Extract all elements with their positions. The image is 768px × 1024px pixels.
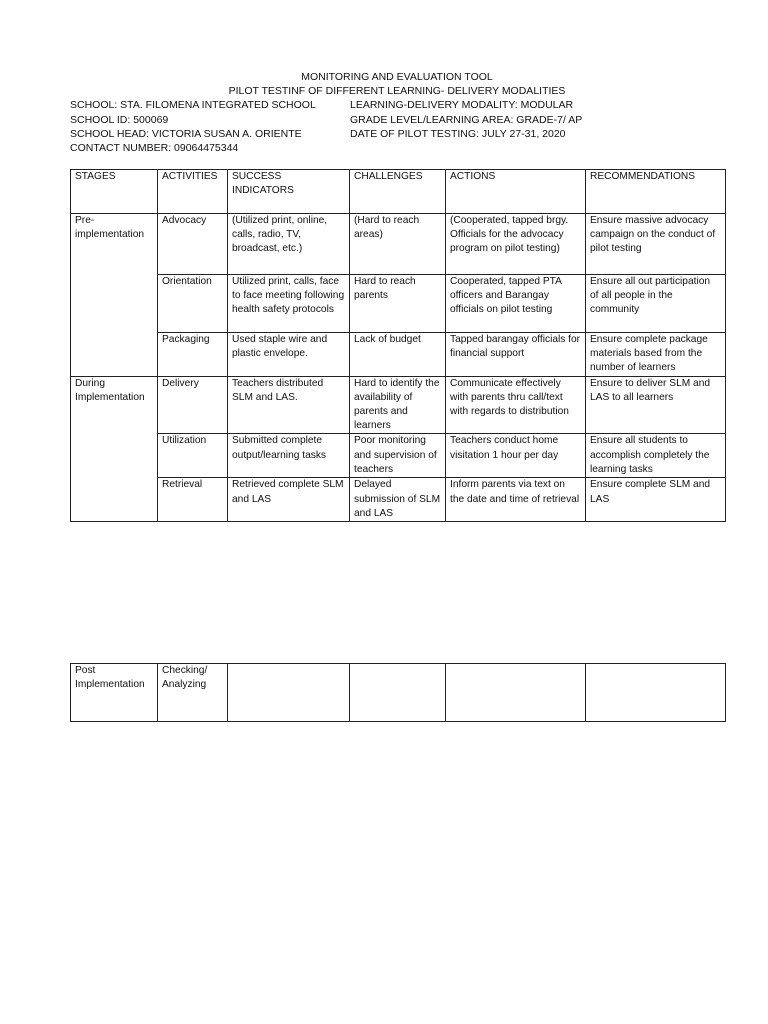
action-cell — [446, 664, 586, 722]
indicator-cell: Teachers distributed SLM and LAS. — [228, 376, 350, 434]
challenge-cell — [350, 664, 446, 722]
activity-cell: Checking/ Analyzing — [158, 664, 228, 722]
indicator-cell: Used staple wire and plastic envelope. — [228, 333, 350, 377]
recommendation-cell: Ensure massive advocacy campaign on the conduct of pilot testing — [586, 214, 726, 275]
stage-cell: Pre-implementation — [71, 214, 158, 377]
document-header — [70, 70, 724, 155]
table-row — [71, 664, 726, 722]
challenge-cell: Lack of budget — [350, 333, 446, 377]
pilot-date: DATE OF PILOT TESTING: JULY 27-31, 2020 — [350, 127, 566, 140]
recommendation-cell: Ensure all out participation of all people in the community — [586, 275, 726, 333]
stage-cell: During Implementation — [71, 376, 158, 521]
column-header-success-indicators: SUCCESS INDICATORS — [228, 170, 350, 214]
indicator-cell: (Utilized print, online, calls, radio, TV, broadcast, etc.) — [228, 214, 350, 275]
table-row — [71, 333, 726, 377]
action-cell: Cooperated, tapped PTA officers and Barangay officials on pilot testing — [446, 275, 586, 333]
table-header-row — [71, 170, 726, 214]
table-row — [71, 434, 726, 478]
recommendation-cell — [586, 664, 726, 722]
recommendation-cell: Ensure complete SLM and LAS — [586, 478, 726, 522]
column-header-recommendations: RECOMMENDATIONS — [586, 170, 726, 214]
info-row — [70, 98, 724, 112]
info-row — [70, 113, 724, 127]
activity-cell: Advocacy — [158, 214, 228, 275]
info-row — [70, 141, 724, 155]
column-header-actions: ACTIONS — [446, 170, 586, 214]
document-subtitle: PILOT TESTINF OF DIFFERENT LEARNING- DELIVERY MODALITIES — [228, 85, 566, 98]
activity-cell: Delivery — [158, 376, 228, 434]
challenge-cell: Delayed submission of SLM and LAS — [350, 478, 446, 522]
recommendation-cell: Ensure all students to accomplish completely the learning tasks — [586, 434, 726, 478]
school-head: SCHOOL HEAD: VICTORIA SUSAN A. ORIENTE — [70, 127, 302, 140]
column-header-activities: ACTIVITIES — [158, 170, 228, 214]
contact-number: CONTACT NUMBER: 09064475344 — [70, 142, 239, 155]
stage-cell: Post Implementation — [71, 664, 158, 722]
indicator-cell — [228, 664, 350, 722]
indicator-cell: Submitted complete output/learning tasks — [228, 434, 350, 478]
school-name: SCHOOL: STA. FILOMENA INTEGRATED SCHOOL — [70, 99, 316, 112]
grade-level: GRADE LEVEL/LEARNING AREA: GRADE-7/ AP — [350, 113, 583, 126]
action-cell: Communicate effectively with parents thru call/text with regards to distribution — [446, 376, 586, 434]
monitoring-table — [70, 169, 726, 522]
table-row — [71, 376, 726, 434]
table-row — [71, 214, 726, 275]
indicator-cell: Utilized print, calls, face to face meeting following health safety protocols — [228, 275, 350, 333]
activity-cell: Orientation — [158, 275, 228, 333]
action-cell: Teachers conduct home visitation 1 hour per day — [446, 434, 586, 478]
activity-cell: Retrieval — [158, 478, 228, 522]
info-row — [70, 127, 724, 141]
challenge-cell: (Hard to reach areas) — [350, 214, 446, 275]
recommendation-cell: Ensure to deliver SLM and LAS to all learners — [586, 376, 726, 434]
challenge-cell: Hard to identify the availability of parents and learners — [350, 376, 446, 434]
challenge-cell: Poor monitoring and supervision of teachers — [350, 434, 446, 478]
school-id: SCHOOL ID: 500069 — [70, 113, 169, 126]
column-header-stages: STAGES — [71, 170, 158, 214]
activity-cell: Packaging — [158, 333, 228, 377]
delivery-modality: LEARNING-DELIVERY MODALITY: MODULAR — [350, 99, 574, 112]
action-cell: Inform parents via text on the date and time of retrieval — [446, 478, 586, 522]
action-cell: Tapped barangay officials for financial support — [446, 333, 586, 377]
action-cell: (Cooperated, tapped brgy. Officials for the advocacy program on pilot testing) — [446, 214, 586, 275]
challenge-cell: Hard to reach parents — [350, 275, 446, 333]
column-header-challenges: CHALLENGES — [350, 170, 446, 214]
table-row — [71, 275, 726, 333]
table-row — [71, 478, 726, 522]
recommendation-cell: Ensure complete package materials based from the number of learners — [586, 333, 726, 377]
indicator-cell: Retrieved complete SLM and LAS — [228, 478, 350, 522]
document-title: MONITORING AND EVALUATION TOOL — [301, 71, 493, 83]
activity-cell: Utilization — [158, 434, 228, 478]
post-implementation-table — [70, 663, 726, 722]
